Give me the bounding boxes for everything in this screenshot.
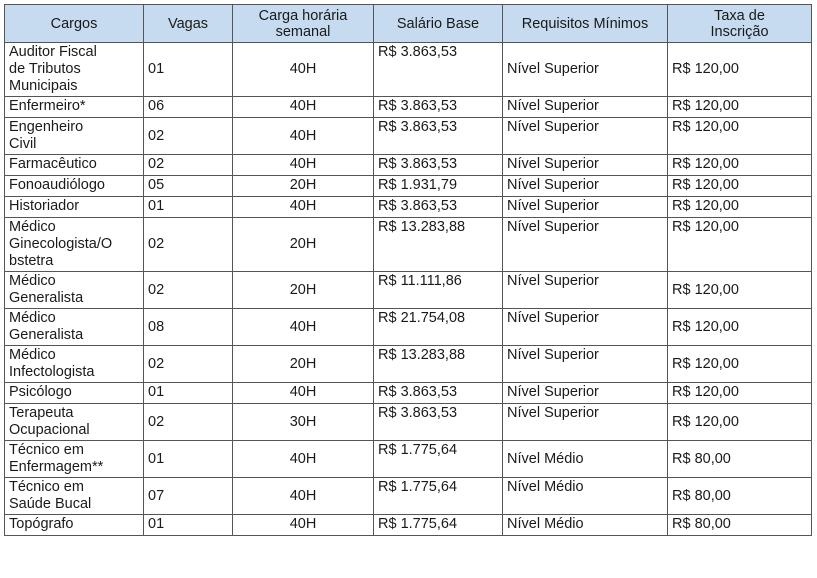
cargo-line: Generalista bbox=[9, 290, 84, 306]
cell-cargo bbox=[5, 197, 144, 218]
cell-vagas: 01 bbox=[144, 197, 233, 218]
cell-carga: 40H bbox=[233, 515, 374, 536]
table-row bbox=[5, 441, 812, 478]
cell-carga: 20H bbox=[233, 346, 374, 383]
cell-vagas: 08 bbox=[144, 309, 233, 346]
cell-vagas: 02 bbox=[144, 346, 233, 383]
cell-cargo bbox=[5, 218, 144, 272]
cell-carga: 20H bbox=[233, 218, 374, 272]
table-body bbox=[5, 43, 812, 536]
cell-salario: R$ 13.283,88 bbox=[374, 346, 503, 383]
cargo-line: Saúde Bucal bbox=[9, 496, 92, 512]
cell-requisitos: Nível Superior bbox=[503, 155, 668, 176]
cell-taxa: R$ 80,00 bbox=[668, 478, 812, 515]
table-row bbox=[5, 155, 812, 176]
table-row bbox=[5, 43, 812, 97]
cell-requisitos: Nível Superior bbox=[503, 272, 668, 309]
cargo-line: Ocupacional bbox=[9, 422, 90, 438]
cell-cargo bbox=[5, 155, 144, 176]
cell-carga: 40H bbox=[233, 97, 374, 118]
cell-cargo bbox=[5, 118, 144, 155]
cell-requisitos: Nível Médio bbox=[503, 478, 668, 515]
header-cargos: Cargos bbox=[5, 5, 144, 43]
table-header bbox=[5, 5, 812, 43]
cell-salario: R$ 11.111,86 bbox=[374, 272, 503, 309]
table-row bbox=[5, 272, 812, 309]
cell-cargo bbox=[5, 478, 144, 515]
cargo-line: Enfermeiro* bbox=[9, 98, 86, 114]
cell-vagas: 05 bbox=[144, 176, 233, 197]
header-salario: Salário Base bbox=[374, 5, 503, 43]
cell-cargo bbox=[5, 97, 144, 118]
table-row bbox=[5, 346, 812, 383]
cargo-line: Infectologista bbox=[9, 364, 95, 380]
cargo-line: Engenheiro bbox=[9, 119, 84, 135]
cell-taxa: R$ 120,00 bbox=[668, 346, 812, 383]
cell-salario: R$ 1.775,64 bbox=[374, 478, 503, 515]
cell-vagas: 01 bbox=[144, 383, 233, 404]
cell-salario: R$ 3.863,53 bbox=[374, 118, 503, 155]
table-row bbox=[5, 478, 812, 515]
cell-carga: 30H bbox=[233, 404, 374, 441]
cell-vagas: 01 bbox=[144, 441, 233, 478]
cargo-line: Generalista bbox=[9, 327, 84, 343]
cell-taxa: R$ 120,00 bbox=[668, 155, 812, 176]
cell-cargo bbox=[5, 309, 144, 346]
cell-carga: 20H bbox=[233, 272, 374, 309]
cell-salario: R$ 3.863,53 bbox=[374, 383, 503, 404]
cargo-line: Ginecologista/O bbox=[9, 236, 113, 252]
cell-taxa: R$ 80,00 bbox=[668, 515, 812, 536]
cargo-line: Médico bbox=[9, 347, 56, 363]
header-carga: Carga horária semanal bbox=[233, 5, 374, 43]
cell-cargo bbox=[5, 383, 144, 404]
cell-taxa: R$ 120,00 bbox=[668, 218, 812, 272]
cell-vagas: 07 bbox=[144, 478, 233, 515]
cargo-line: Enfermagem** bbox=[9, 459, 104, 475]
cell-taxa: R$ 120,00 bbox=[668, 197, 812, 218]
cargo-line: Terapeuta bbox=[9, 405, 74, 421]
cargo-line: Farmacêutico bbox=[9, 156, 97, 172]
cargo-line: Municipais bbox=[9, 78, 78, 94]
cell-requisitos: Nível Superior bbox=[503, 218, 668, 272]
header-taxa: Taxa de Inscrição bbox=[668, 5, 812, 43]
cargo-line: Técnico em bbox=[9, 479, 84, 495]
cell-salario: R$ 1.775,64 bbox=[374, 515, 503, 536]
cell-cargo bbox=[5, 272, 144, 309]
cell-requisitos: Nível Superior bbox=[503, 43, 668, 97]
cell-cargo bbox=[5, 176, 144, 197]
cell-carga: 40H bbox=[233, 155, 374, 176]
cell-vagas: 02 bbox=[144, 404, 233, 441]
cell-salario: R$ 3.863,53 bbox=[374, 97, 503, 118]
cargo-line: Médico bbox=[9, 273, 56, 289]
cell-vagas: 02 bbox=[144, 218, 233, 272]
cargo-line: Médico bbox=[9, 310, 56, 326]
cell-cargo bbox=[5, 441, 144, 478]
cell-carga: 40H bbox=[233, 309, 374, 346]
cell-requisitos: Nível Superior bbox=[503, 346, 668, 383]
cell-requisitos: Nível Superior bbox=[503, 309, 668, 346]
table-row bbox=[5, 309, 812, 346]
cell-taxa: R$ 120,00 bbox=[668, 383, 812, 404]
cell-cargo bbox=[5, 346, 144, 383]
cell-cargo bbox=[5, 404, 144, 441]
cell-cargo bbox=[5, 43, 144, 97]
cell-salario: R$ 3.863,53 bbox=[374, 197, 503, 218]
cell-taxa: R$ 120,00 bbox=[668, 118, 812, 155]
cell-requisitos: Nível Superior bbox=[503, 97, 668, 118]
cargo-line: Auditor Fiscal bbox=[9, 44, 97, 60]
table-row bbox=[5, 118, 812, 155]
cell-carga: 40H bbox=[233, 383, 374, 404]
cargo-line: Técnico em bbox=[9, 442, 84, 458]
cell-requisitos: Nível Médio bbox=[503, 441, 668, 478]
cell-requisitos: Nível Médio bbox=[503, 515, 668, 536]
cargo-line: Civil bbox=[9, 136, 37, 152]
cell-carga: 40H bbox=[233, 118, 374, 155]
table-row bbox=[5, 197, 812, 218]
cell-cargo bbox=[5, 515, 144, 536]
cell-taxa: R$ 120,00 bbox=[668, 309, 812, 346]
cell-salario: R$ 3.863,53 bbox=[374, 43, 503, 97]
cell-vagas: 06 bbox=[144, 97, 233, 118]
table-row bbox=[5, 218, 812, 272]
cell-carga: 40H bbox=[233, 43, 374, 97]
cargo-line: Psicólogo bbox=[9, 384, 72, 400]
cell-salario: R$ 1.775,64 bbox=[374, 441, 503, 478]
cell-requisitos: Nível Superior bbox=[503, 176, 668, 197]
cargo-line: Historiador bbox=[9, 198, 80, 214]
cell-carga: 40H bbox=[233, 441, 374, 478]
cell-requisitos: Nível Superior bbox=[503, 383, 668, 404]
cell-taxa: R$ 120,00 bbox=[668, 43, 812, 97]
table-row bbox=[5, 383, 812, 404]
cargo-line: de Tributos bbox=[9, 61, 81, 77]
cell-carga: 40H bbox=[233, 197, 374, 218]
table-row bbox=[5, 515, 812, 536]
header-vagas: Vagas bbox=[144, 5, 233, 43]
cell-vagas: 01 bbox=[144, 43, 233, 97]
cell-vagas: 02 bbox=[144, 272, 233, 309]
header-requisitos: Requisitos Mínimos bbox=[503, 5, 668, 43]
cell-taxa: R$ 120,00 bbox=[668, 176, 812, 197]
cell-vagas: 02 bbox=[144, 118, 233, 155]
cargo-line: Fonoaudiólogo bbox=[9, 177, 105, 193]
cell-requisitos: Nível Superior bbox=[503, 197, 668, 218]
cell-requisitos: Nível Superior bbox=[503, 118, 668, 155]
cell-taxa: R$ 120,00 bbox=[668, 97, 812, 118]
cargo-line: Topógrafo bbox=[9, 516, 74, 532]
cell-carga: 20H bbox=[233, 176, 374, 197]
cell-salario: R$ 13.283,88 bbox=[374, 218, 503, 272]
cargo-line: Médico bbox=[9, 219, 56, 235]
cell-vagas: 01 bbox=[144, 515, 233, 536]
cell-salario: R$ 3.863,53 bbox=[374, 404, 503, 441]
vagas-table bbox=[4, 4, 812, 536]
cell-vagas: 02 bbox=[144, 155, 233, 176]
table-row bbox=[5, 404, 812, 441]
cell-taxa: R$ 80,00 bbox=[668, 441, 812, 478]
cell-salario: R$ 3.863,53 bbox=[374, 155, 503, 176]
cargo-line: bstetra bbox=[9, 253, 54, 269]
table-row bbox=[5, 97, 812, 118]
cell-carga: 40H bbox=[233, 478, 374, 515]
table-row bbox=[5, 176, 812, 197]
cell-taxa: R$ 120,00 bbox=[668, 272, 812, 309]
cell-taxa: R$ 120,00 bbox=[668, 404, 812, 441]
cell-requisitos: Nível Superior bbox=[503, 404, 668, 441]
cell-salario: R$ 21.754,08 bbox=[374, 309, 503, 346]
cell-salario: R$ 1.931,79 bbox=[374, 176, 503, 197]
